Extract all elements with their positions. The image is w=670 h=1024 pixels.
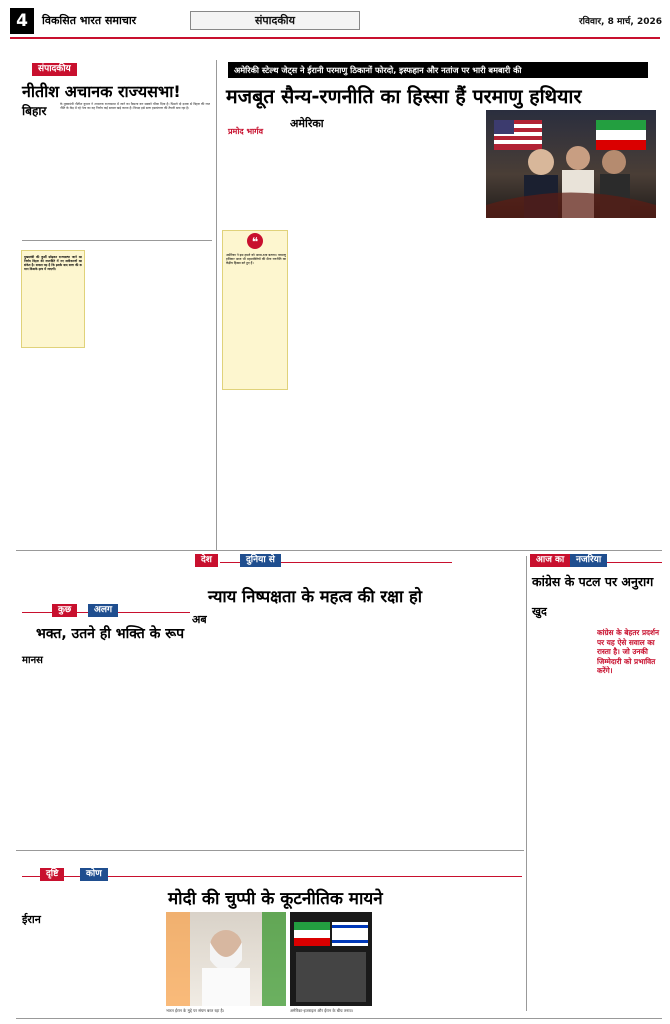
horizontal-divider-bottom (16, 850, 524, 851)
iran-us-illustration (486, 110, 656, 218)
editorial-divider (22, 240, 212, 241)
bhakti-tag-1: कुछ (52, 604, 77, 617)
congress-quote-box (597, 628, 661, 818)
congress-body-col2 (597, 822, 661, 1008)
banner-body-col2 (290, 130, 356, 550)
congress-tag-1: आज का (530, 554, 570, 567)
bhakti-tag-2: अलग (88, 604, 118, 617)
bhakti-body-col3 (138, 652, 190, 840)
footer-rule (16, 1018, 662, 1019)
congress-quote: कांग्रेस के बेहतर प्रदर्शन पर यह ऐसे सवाल का रास्ता है। जो उनकी जिम्मेदारी को प्रभावित करेंगे। (597, 628, 659, 675)
modi-tag-2: कोण (80, 868, 108, 881)
modi-body-col1 (48, 912, 98, 1016)
quote-mark-icon: ❝ (247, 233, 263, 249)
flag-photo-svg (290, 912, 372, 1006)
modi-body-col4 (450, 912, 522, 1016)
section-title-box: संपादकीय (190, 11, 360, 30)
justice-body-col1 (212, 612, 272, 844)
banner-body-col7 (604, 222, 656, 552)
horizontal-divider-mid (16, 550, 662, 551)
justice-dateline: अब (192, 613, 207, 626)
banner-body-col6 (544, 222, 600, 552)
banner-body-col1 (228, 138, 284, 202)
bhakti-body-col2 (80, 652, 134, 840)
modi-body-col3 (376, 912, 446, 1016)
justice-tag-2: दुनिया से (240, 554, 281, 567)
vertical-divider-left (216, 60, 217, 550)
congress-body-col1 (532, 624, 592, 1008)
bhakti-dateline: मानस (22, 655, 43, 666)
paper-name: विकसित भारत समाचार (42, 14, 137, 27)
editorial-headline: नीतीश अचानक राज्यसभा! (22, 82, 181, 101)
vertical-divider-right (526, 556, 527, 1011)
banner-body-col5 (486, 222, 540, 552)
masthead (10, 8, 662, 34)
modi-photo-svg (166, 912, 286, 1006)
banner-headline: मजबूत सैन्य-रणनीति का हिस्सा हैं परमाणु हथियार (226, 85, 582, 108)
congress-headline: कांग्रेस के पटल पर अनुराग (532, 574, 654, 589)
illustration-svg (486, 110, 656, 218)
justice-body-col3 (338, 612, 396, 844)
banner-dateline: अमेरिका (290, 117, 324, 130)
banner-quote-box (222, 230, 288, 390)
page-number-box: 4 (10, 8, 34, 34)
justice-headline: न्याय निष्पक्षता के महत्व की रक्षा हो (208, 587, 423, 606)
editorial-quote-box (21, 250, 85, 348)
justice-body-col5 (460, 612, 520, 844)
modi-tag-1: दृष्टि (40, 868, 64, 881)
modi-body-col0 (22, 928, 44, 1016)
issue-date: रविवार, 8 मार्च, 2026 (578, 17, 662, 27)
iran-flag-photo (290, 912, 372, 1006)
justice-body-col2 (276, 612, 334, 844)
banner-body-col4 (424, 130, 480, 550)
banner-quote: अमेरिका ने इस हमले को आत्म-रक्षा बताया। परमाणु हथियार आज भी महाशक्तियों की सैन्य रणनीति का केंद्रीय हिस्सा बने हुए हैं। (226, 253, 286, 266)
modi-headline: मोदी की चुप्पी के कूटनीतिक मायने (168, 889, 383, 909)
author-name: प्रमोद भार्गव (228, 127, 264, 136)
editorial-dateline: बिहार (22, 104, 47, 118)
bhakti-body-col1 (22, 664, 76, 840)
justice-body-col0 (192, 624, 210, 844)
banner-kicker: अमेरिकी स्टेल्थ जेट्स ने ईरानी परमाणु ठिकानों फोरदो, इस्फहान और नतांज पर भारी बमबारी की (228, 62, 648, 78)
modi-photo-caption: भारत ईरान के मुद्दे पर संयम बरत रहा है। (166, 1008, 225, 1013)
modi-dateline: ईरान (22, 913, 41, 926)
justice-tag-1: देश (195, 554, 218, 567)
banner-body-col3 (360, 130, 420, 550)
congress-dateline: खुद (532, 605, 547, 618)
editorial-intro: के मुख्यमंत्री नीतीश कुमार ने अचानक राज्यसभा में जाने का फैसला कर सबको चौंका दिया है। पिछले दो दशक से बिहार की राजनीति के केंद्र में रहे नेता का यह निर्णय कई सवाल खड़े करता है। विपक्ष इसे सत्ता हस्तांतरण की तैयारी बता रहा है। (60, 102, 210, 111)
modi-body-col2 (102, 912, 162, 1016)
congress-tag-2: नजरिया (570, 554, 607, 567)
modi-photo (166, 912, 286, 1006)
bhakti-headline: भक्त, उतने ही भक्ति के रूप (36, 626, 185, 642)
header-rule (10, 37, 660, 39)
editorial-quote: मुख्यमंत्री की कुर्सी छोड़कर राज्यसभा जाने का निर्णय बिहार की राजनीति में नए समीकरणों का संकेत है। सवाल यह है कि इसके बाद सत्ता की कमान किसके हाथ में जाएगी। (24, 255, 82, 272)
editorial-tag: संपादकीय (32, 63, 77, 76)
justice-body-col4 (400, 612, 456, 844)
banner-body-col0 (228, 396, 284, 546)
editorial-body (22, 118, 212, 238)
congress-body-intro (556, 604, 662, 622)
flag-photo-caption: अमेरिका-इजराइल और ईरान के बीच तनाव। (290, 1008, 354, 1013)
